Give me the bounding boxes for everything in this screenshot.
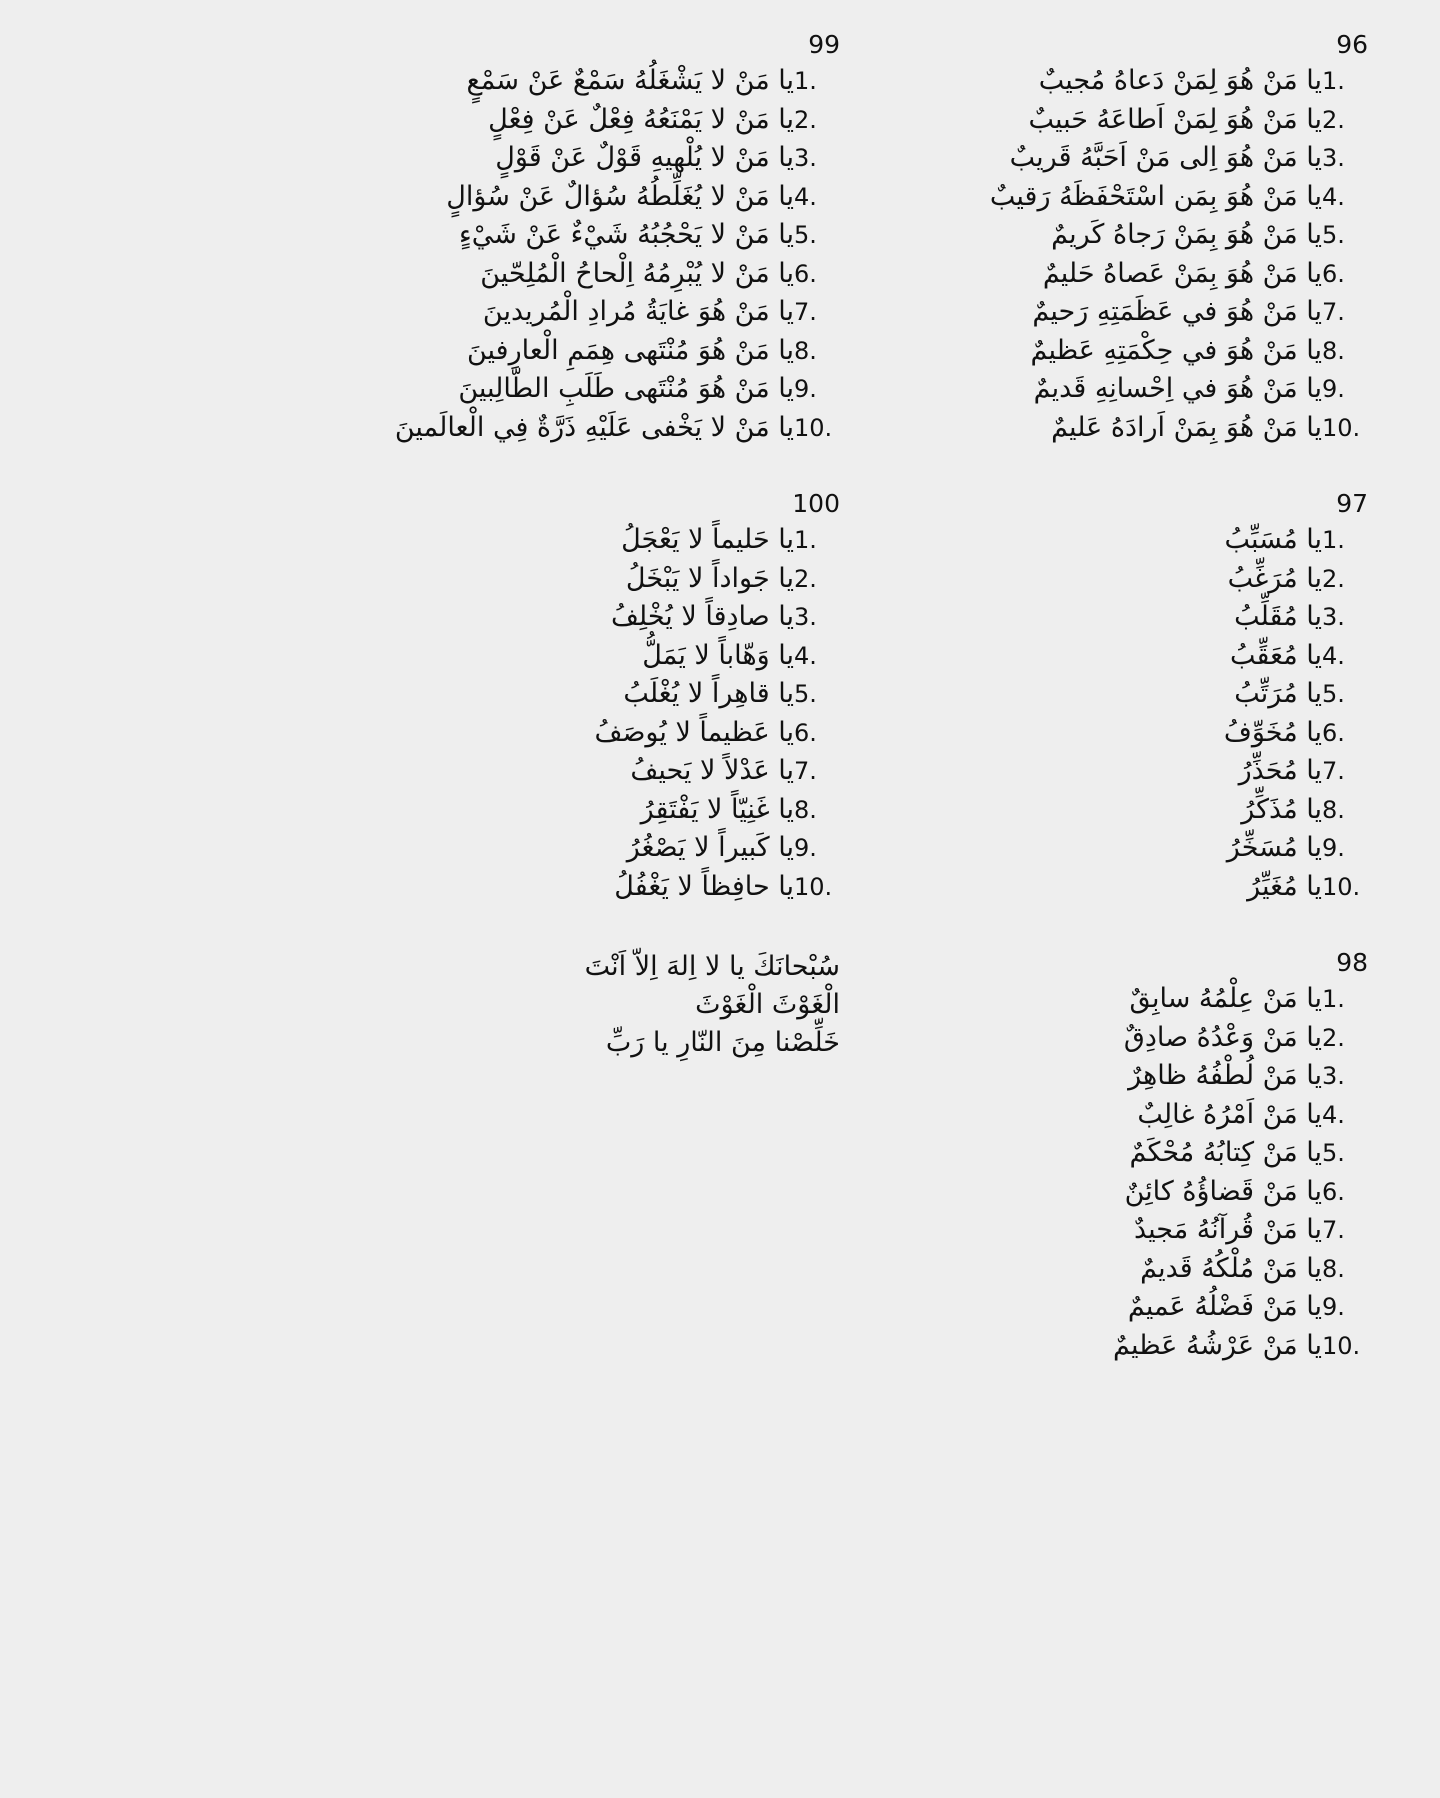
item-text: يا جَواداً لا يَبْخَلُ (625, 562, 794, 594)
list-item (340, 409, 840, 448)
list-item (868, 1288, 1368, 1327)
list-item (340, 598, 840, 637)
item-text: يا مَنْ هُوَ في حِكْمَتِهِ عَظيمٌ (1030, 334, 1322, 366)
list-item (868, 980, 1368, 1019)
list-item (340, 216, 840, 255)
item-number: 2. (794, 564, 817, 593)
item-text: يا مَنْ هُوَ بِمَن اسْتَحْفَظَهُ رَقيبٌ (989, 180, 1322, 212)
item-number: 7. (794, 298, 817, 326)
item-text: يا مَنْ هُوَ بِمَنْ عَصاهُ حَليمٌ (1042, 257, 1322, 289)
item-text: يا غَنِيّاً لا يَفْتَقِرُ (640, 793, 794, 825)
list-item (868, 332, 1368, 371)
item-number: 3. (1322, 603, 1345, 631)
item-text: يا مَنْ هُوَ غايَةُ مُرادِ الْمُريدينَ (482, 296, 794, 327)
item-text: يا مَنْ هُوَ اِلى مَنْ اَحَبَّهُ قَريبٌ (1009, 142, 1322, 173)
item-text: يا مَنْ هُوَ بِمَنْ رَجاهُ كَريمٌ (1051, 219, 1322, 250)
item-text: يا عَظيماً لا يُوصَفُ (594, 716, 794, 748)
list-item (868, 675, 1368, 714)
section-number: 98 (1336, 948, 1368, 977)
list-item (340, 139, 840, 178)
item-text: يا مَنْ هُوَ في اِحْسانِهِ قَديمٌ (1033, 373, 1322, 404)
list-item (868, 1173, 1368, 1212)
list-item (868, 62, 1368, 101)
left-column (340, 30, 840, 1062)
item-text: يا مُسَخِّرُ (1226, 832, 1322, 863)
item-text: يا مَنْ اَمْرُهُ غالِبٌ (1137, 1098, 1322, 1130)
item-number: 6. (1322, 259, 1345, 288)
item-number: 2. (1322, 1023, 1345, 1052)
list-item (868, 868, 1368, 907)
list-item (868, 1019, 1368, 1058)
list-item (868, 598, 1368, 637)
list-item (868, 1057, 1368, 1096)
item-text: يا مَنْ لا يُبْرِمُهُ اِلْحاحُ الْمُلِحّينَ (480, 257, 794, 289)
item-number: 1. (1322, 526, 1345, 554)
item-number: 5. (1322, 221, 1345, 249)
list-item (868, 101, 1368, 140)
item-number: 1. (1322, 985, 1345, 1013)
section-number: 99 (808, 30, 840, 59)
item-number: 8. (1322, 336, 1345, 365)
item-text: يا مَنْ هُوَ مُنْتَهى طَلَبِ الطّالِبينَ (458, 373, 794, 404)
item-text: يا مَنْ عِلْمُهُ سابِقٌ (1129, 983, 1322, 1014)
section-number: 97 (1336, 489, 1368, 518)
list-item (340, 714, 840, 753)
list-item (340, 101, 840, 140)
closing-line: سُبْحانَكَ يا لا اِلهَ اِلاّ اَنْتَ (584, 951, 840, 982)
item-text: يا مَنْ وَعْدُهُ صادِقٌ (1123, 1021, 1322, 1053)
item-text: يا مَنْ فَضْلُهُ عَميمٌ (1127, 1291, 1322, 1322)
list-item (340, 521, 840, 560)
item-text: يا مَنْ هُوَ في عَظَمَتِهِ رَحيمٌ (1032, 296, 1322, 327)
item-number: 3. (794, 603, 817, 631)
item-text: يا مُخَوِّفُ (1223, 716, 1322, 748)
item-number: 2. (1322, 105, 1345, 134)
item-number: 6. (794, 259, 817, 288)
item-text: يا مُسَبِّبُ (1224, 524, 1322, 555)
right-column (868, 30, 1368, 1407)
list-item (868, 1211, 1368, 1250)
item-number: 6. (794, 718, 817, 747)
item-list (868, 62, 1368, 447)
item-number: 1. (794, 526, 817, 554)
item-number: 7. (794, 757, 817, 785)
item-text: يا مَنْ لا يَخْفى عَلَيْهِ ذَرَّةٌ فِي الْعالَمينَ (394, 411, 794, 443)
item-text: يا حَليماً لا يَعْجَلُ (621, 524, 794, 555)
item-number: 1. (1322, 67, 1345, 95)
item-list (340, 521, 840, 906)
list-item (868, 829, 1368, 868)
list-item (868, 178, 1368, 217)
item-number: 5. (794, 680, 817, 708)
item-text: يا مَنْ هُوَ لِمَنْ اَطاعَهُ حَبيبٌ (1028, 103, 1322, 135)
list-item (868, 1327, 1368, 1366)
item-number: 3. (1322, 1062, 1345, 1090)
list-item (868, 560, 1368, 599)
list-item (340, 178, 840, 217)
section-number: 96 (1336, 30, 1368, 59)
section-number: 100 (792, 489, 840, 518)
list-item (340, 370, 840, 409)
list-item (868, 216, 1368, 255)
item-number: 3. (794, 144, 817, 172)
item-number: 7. (1322, 298, 1345, 326)
list-item (340, 675, 840, 714)
list-item (340, 62, 840, 101)
item-number: 3. (1322, 144, 1345, 172)
list-item (340, 293, 840, 332)
item-number: 9. (1322, 834, 1345, 862)
item-number: 4. (1322, 641, 1345, 670)
item-text: يا صادِقاً لا يُخْلِفُ (610, 601, 794, 632)
section-100 (340, 489, 840, 906)
item-text: يا مُرَغِّبُ (1227, 562, 1322, 594)
section-97 (868, 489, 1368, 906)
list-item (340, 332, 840, 371)
item-text: يا مُغَيِّرُ (1247, 870, 1322, 902)
list-item (340, 791, 840, 830)
list-item (340, 255, 840, 294)
list-item (868, 293, 1368, 332)
item-text: يا مَنْ لا يُغَلِّطُهُ سُؤالٌ عَنْ سُؤالٍ (446, 180, 794, 212)
item-text: يا مُحَذِّرُ (1238, 755, 1322, 786)
item-number: 2. (794, 105, 817, 134)
list-item (340, 752, 840, 791)
item-number: 10. (1322, 1331, 1361, 1360)
list-item (340, 637, 840, 676)
item-number: 8. (794, 336, 817, 365)
item-number: 9. (794, 834, 817, 862)
list-item (868, 1134, 1368, 1173)
item-number: 8. (1322, 795, 1345, 824)
section-98 (868, 948, 1368, 1365)
item-number: 4. (794, 182, 817, 211)
item-text: يا مَنْ قُرآنُهُ مَجيدٌ (1133, 1214, 1322, 1245)
item-number: 5. (1322, 680, 1345, 708)
item-text: يا مُعَقِّبُ (1230, 639, 1322, 671)
item-text: يا مَنْ هُوَ مُنْتَهى هِمَمِ الْعارِفينَ (466, 334, 794, 366)
item-number: 1. (794, 67, 817, 95)
item-number: 10. (1322, 872, 1361, 901)
item-text: يا مَنْ قَضاؤُهُ كائِنٌ (1124, 1175, 1322, 1207)
item-number: 9. (1322, 375, 1345, 403)
item-list (340, 62, 840, 447)
list-item (868, 791, 1368, 830)
item-text: يا مَنْ مُلْكُهُ قَديمٌ (1140, 1252, 1322, 1284)
item-number: 9. (1322, 1293, 1345, 1321)
list-item (868, 409, 1368, 448)
item-number: 6. (1322, 1177, 1345, 1206)
item-text: يا مُذَكِّرُ (1241, 793, 1322, 825)
list-item (868, 637, 1368, 676)
item-text: يا قاهِراً لا يُغْلَبُ (623, 678, 794, 709)
item-number: 5. (794, 221, 817, 249)
item-number: 4. (794, 641, 817, 670)
list-item (868, 752, 1368, 791)
list-item (340, 868, 840, 907)
item-text: يا مُقَلِّبُ (1234, 601, 1322, 632)
item-number: 4. (1322, 182, 1345, 211)
item-number: 9. (794, 375, 817, 403)
item-number: 10. (1322, 413, 1361, 442)
list-item (868, 1096, 1368, 1135)
closing-line: الْغَوْثَ الْغَوْثَ (695, 989, 840, 1020)
item-number: 10. (794, 413, 833, 442)
item-number: 8. (1322, 1254, 1345, 1283)
item-text: يا حافِظاً لا يَغْفُلُ (614, 870, 794, 902)
item-number: 6. (1322, 718, 1345, 747)
item-number: 8. (794, 795, 817, 824)
item-text: يا عَدْلاً لا يَحيفُ (630, 755, 794, 786)
item-number: 5. (1322, 1139, 1345, 1167)
item-number: 2. (1322, 564, 1345, 593)
item-text: يا مُرَتِّبُ (1234, 678, 1322, 709)
item-number: 7. (1322, 757, 1345, 785)
item-text: يا مَنْ لا يَمْنَعُهُ فِعْلٌ عَنْ فِعْلٍ (488, 103, 794, 135)
item-text: يا كَبيراً لا يَصْغُرُ (626, 832, 794, 863)
item-text: يا مَنْ كِتابُهُ مُحْكَمٌ (1129, 1137, 1322, 1168)
section-96 (868, 30, 1368, 447)
item-text: يا مَنْ هُوَ لِمَنْ دَعاهُ مُجيبٌ (1038, 65, 1322, 96)
item-text: يا مَنْ لا يَحْجُبُهُ شَيْءٌ عَنْ شَيْءٍ (459, 219, 794, 250)
section-99 (340, 30, 840, 447)
closing-prayer (340, 948, 840, 1062)
list-item (868, 714, 1368, 753)
item-text: يا مَنْ لا يَشْغَلُهُ سَمْعٌ عَنْ سَمْعٍ (466, 65, 794, 96)
list-item (340, 829, 840, 868)
item-list (868, 980, 1368, 1365)
item-number: 10. (794, 872, 833, 901)
item-number: 7. (1322, 1216, 1345, 1244)
item-number: 4. (1322, 1100, 1345, 1129)
item-list (868, 521, 1368, 906)
item-text: يا مَنْ هُوَ بِمَنْ اَرادَهُ عَليمٌ (1051, 411, 1322, 443)
list-item (868, 139, 1368, 178)
closing-line: خَلِّصْنا مِنَ النّارِ يا رَبِّ (605, 1027, 840, 1058)
list-item (868, 521, 1368, 560)
item-text: يا وَهّاباً لا يَمَلُّ (642, 639, 794, 671)
item-text: يا مَنْ عَرْشُهُ عَظيمٌ (1113, 1329, 1322, 1361)
item-text: يا مَنْ لُطْفُهُ ظاهِرٌ (1128, 1060, 1322, 1091)
list-item (868, 370, 1368, 409)
list-item (868, 1250, 1368, 1289)
item-text: يا مَنْ لا يُلْهيهِ قَوْلٌ عَنْ قَوْلٍ (495, 142, 794, 173)
list-item (868, 255, 1368, 294)
list-item (340, 560, 840, 599)
